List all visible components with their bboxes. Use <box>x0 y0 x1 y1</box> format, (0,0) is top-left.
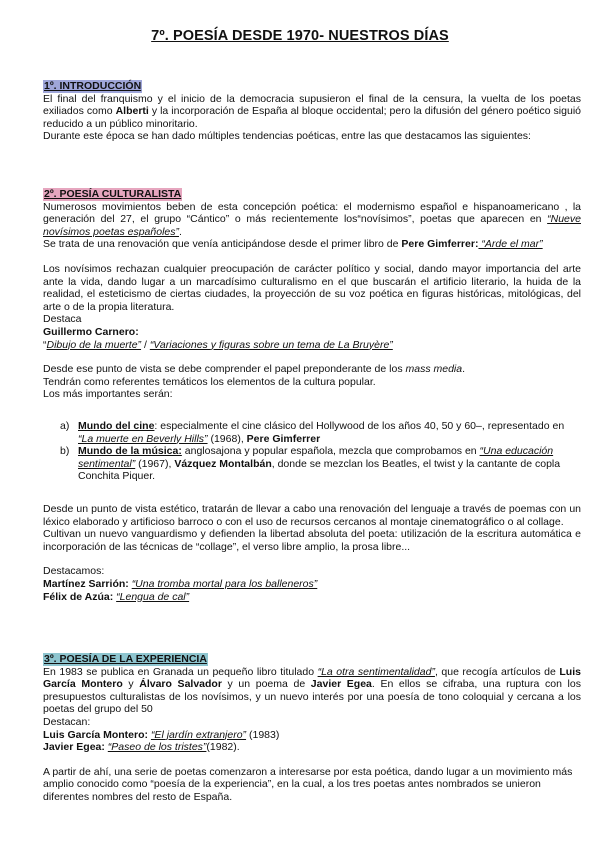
text: (1968), <box>207 432 247 445</box>
text: mass media <box>405 363 463 376</box>
section-culturalista-cont <box>43 503 581 603</box>
paragraph: A partir de ahí, una serie de poetas comenzaron a interesarse por esta poética, dando lugar a un movimiento más amplio conocido como “poesía de la experiencia”, en la cual, a los tres poetas antes nombrados se unieron diferentes nombres del resto de España. <box>43 765 573 803</box>
text: / <box>141 338 150 351</box>
section-heading-culturalista: 2º. POESÍA CULTURALISTA <box>44 188 182 200</box>
work-title: “Variaciones y figuras sobre un tema de La Bruyère” <box>149 338 393 351</box>
author-work-line <box>43 591 581 604</box>
section-introduccion <box>43 80 581 143</box>
author-name: Félix de Azúa: <box>43 590 114 603</box>
text: y un poema de <box>221 678 311 691</box>
work-title: Dibujo de la muerte” <box>46 338 142 351</box>
paragraph <box>43 666 581 716</box>
paragraph <box>43 93 581 131</box>
text: En 1983 se publica en Granada un pequeño libro titulado <box>43 665 318 678</box>
paragraph: Tendrán como referentes temáticos los elementos de la cultura popular. <box>43 375 376 388</box>
text: “ <box>43 338 47 351</box>
author-name: Javier Egea <box>310 678 372 691</box>
text: y la incorporación de España al bloque occidental; pero la difusión del género poético siguió reducido a un público minoritario. <box>43 105 581 130</box>
section-heading-introduccion: 1º. INTRODUCCIÓN <box>44 80 142 92</box>
text: . En ellos se cifraba, una ruptura con los presupuestos culturalistas de los novísimos, y un nuevo interés por una poesía de tono coloquial y cercana a los poetas del grupo del 50 <box>43 678 581 716</box>
paragraph: Cultivan un nuevo vanguardismo y defienden la libertad absoluta del poeta: utilización de la escritura automática e incorporación de las técnicas de “collage”, el verso libre amplio, la prosa libre... <box>43 528 581 553</box>
author-work-line <box>43 741 581 754</box>
label-destacan: Destacan: <box>43 715 91 728</box>
paragraph <box>43 238 581 251</box>
work-title: “Arde el mar” <box>478 238 543 251</box>
text: (1983) <box>246 728 280 741</box>
label-destaca: Destaca <box>43 313 82 326</box>
text: Se trata de una renovación que venía anticipándose desde el primer libro de <box>43 238 402 251</box>
author-name: Javier Egea: <box>43 741 105 754</box>
list-item <box>60 445 580 483</box>
paragraph <box>43 201 581 239</box>
work-title: “Nueve novísimos poetas españoles” <box>43 213 581 238</box>
author-name: Guillermo Carnero: <box>43 325 139 338</box>
text: (1967), <box>135 457 175 470</box>
author-name: Alberti <box>115 105 149 118</box>
label-destacamos: Destacamos: <box>43 565 105 578</box>
author-work-line <box>43 729 581 742</box>
author-name: Luis García Montero: <box>43 728 149 741</box>
text: El final del franquismo y el inicio de la democracia supusieron el final de la censura, la vuelta de los poetas exiliados como <box>43 92 581 118</box>
text: y <box>122 678 140 691</box>
work-title: “Lengua de cal” <box>116 590 190 603</box>
paragraph: Los novísimos rechazan cualquier preocupación de carácter político y social, dando mayor importancia del arte ante la vida, dando lugar a un marcadísimo culturalismo en el que buscarán el artificio literario, la huida de la realidad, el esteticismo de ciertas ciudades, la proyección de su voz poética en figuras históricas, mitológicas, del arte o de la propia literatura. <box>43 262 581 313</box>
list-marker: a) <box>60 420 70 432</box>
author-name: Luis García Montero <box>43 665 581 691</box>
works-line <box>43 339 581 352</box>
text: Numerosos movimientos beben de esta concepción poética: el modernismo español e hispanoamericano , la generación del 27, el grupo “Cántico” o más recientemente los“novísimos”, poetas que aparecen en <box>43 200 581 226</box>
work-title: “Paseo de los tristes” <box>107 741 207 754</box>
text: , donde se mezclan los Beatles, el twist y la cantante de copla Conchita Piquer. <box>78 457 561 483</box>
author-name: Martínez Sarrión: <box>43 577 129 590</box>
list-item <box>60 420 580 445</box>
paragraph <box>43 363 581 376</box>
text: : especialmente el cine clásico del Hollywood de los años 40, 50 y 60–, representado en <box>154 420 565 432</box>
text: . <box>179 225 182 238</box>
author-name: Álvaro Salvador <box>139 678 222 691</box>
text: . <box>462 363 466 376</box>
list-label: Mundo de la música: <box>78 445 182 458</box>
work-title: “Una tromba mortal para los balleneros” <box>131 577 318 590</box>
author-name: Pere Gimferrer: <box>401 238 479 251</box>
work-title: “La otra sentimentalidad” <box>317 665 435 678</box>
section-culturalista <box>43 188 581 401</box>
paragraph: Desde un punto de vista estético, tratarán de llevar a cabo una renovación del lenguaje a través de poemas con un léxico elaborado y artificioso barroco o con el uso de recursos cercanos al montaje cinematográfico o al collage. <box>43 503 581 528</box>
text: Desde ese punto de vista se debe comprender el papel preponderante de los <box>43 363 406 376</box>
author-name: Vázquez Montalbán <box>174 457 272 470</box>
document-title: 7º. POESÍA DESDE 1970- NUESTROS DÍAS <box>151 28 449 44</box>
list-marker: b) <box>60 445 70 458</box>
section-heading-experiencia: 3º. POESÍA DE LA EXPERIENCIA <box>44 653 207 665</box>
text: (1982). <box>206 741 240 754</box>
paragraph: Durante este época se han dado múltiples tendencias poéticas, entre las que destacamos las siguientes: <box>43 130 531 143</box>
paragraph: Los más importantes serán: <box>43 388 173 401</box>
author-work-line <box>43 578 581 591</box>
list-label: Mundo del cine <box>78 420 155 432</box>
work-title: “Una educación sentimental” <box>78 445 554 470</box>
work-title: “La muerte en Beverly Hills” <box>78 432 208 445</box>
section-experiencia <box>43 653 581 804</box>
text: , que recogía artículos de <box>434 665 560 678</box>
text: anglosajona y popular española, mezcla que comprobamos en <box>181 445 480 458</box>
author-name: Pere Gimferrer <box>246 432 321 445</box>
list <box>60 420 580 483</box>
work-title: “El jardín extranjero” <box>150 728 247 741</box>
